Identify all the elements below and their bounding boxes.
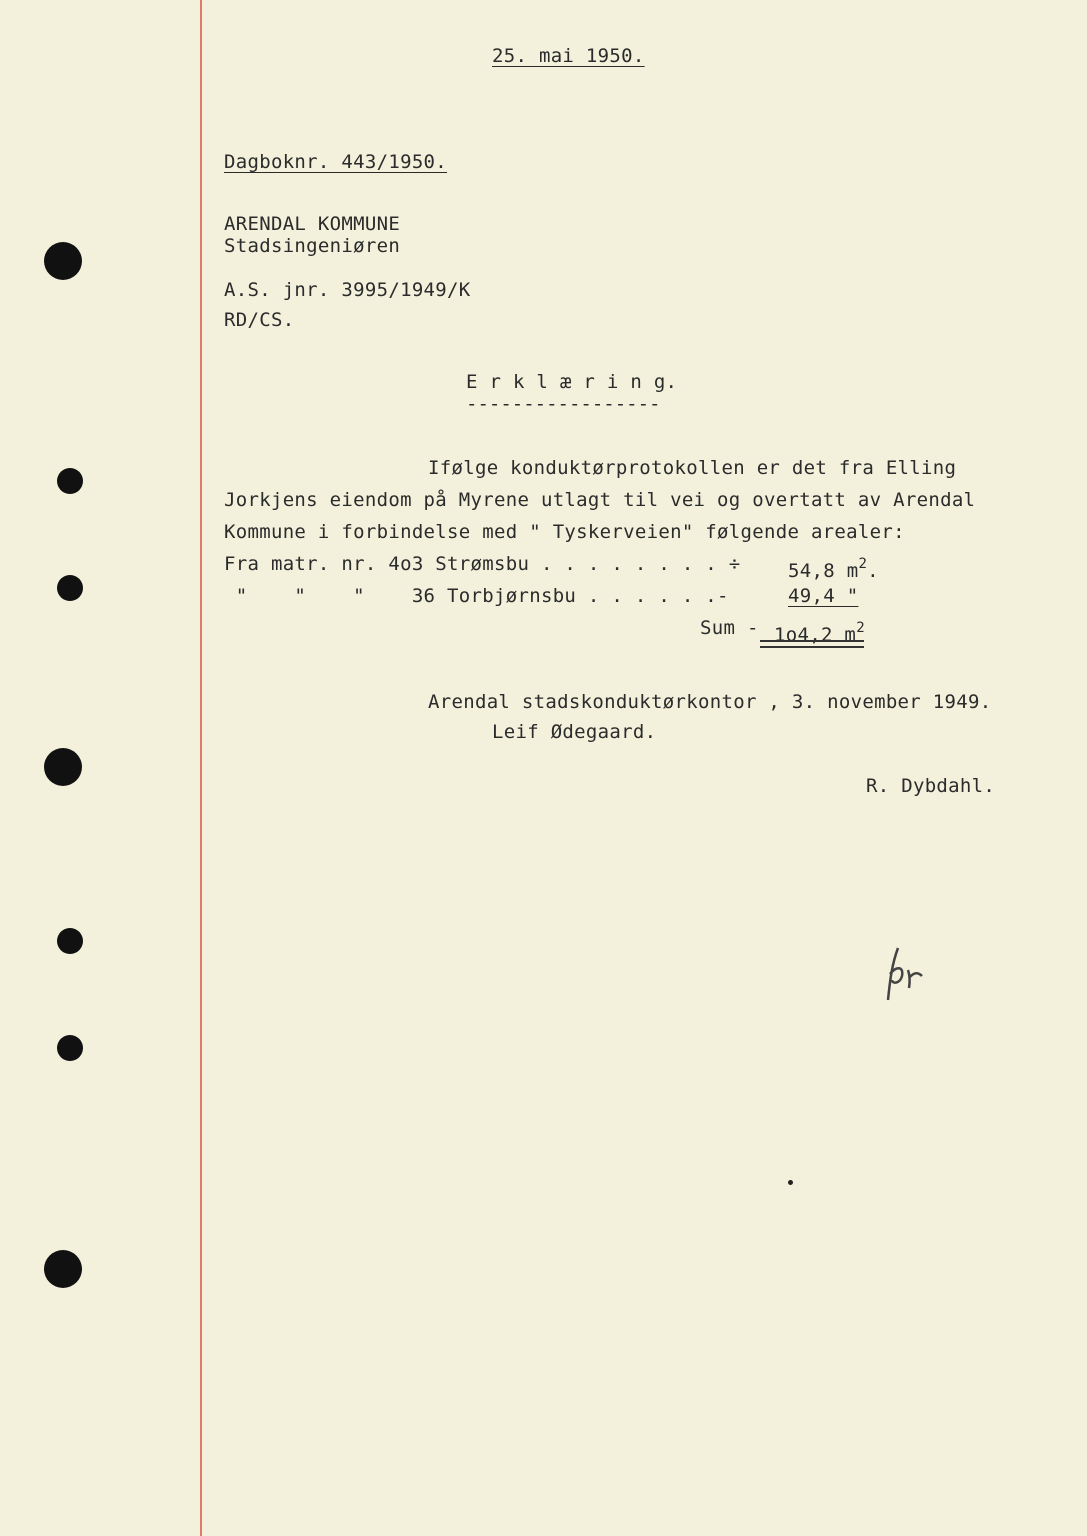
handwritten-initials (878, 930, 958, 1010)
body-line: Ifølge konduktørprotokollen er det fra Elling (428, 457, 957, 479)
area-end-mark: . (867, 560, 879, 582)
area-row-label: " " " 36 Torbjørnsbu . . . . . .- (224, 585, 729, 607)
punch-hole (44, 748, 82, 786)
document-title: E r k l æ r i n g. (466, 371, 678, 393)
closing-name: Leif Ødegaard. (492, 721, 657, 743)
sum-double-underline (760, 640, 864, 642)
body-line: Kommune i forbindelse med " Tyskerveien" følgende arealer: (224, 521, 905, 543)
punch-hole (57, 1035, 83, 1061)
red-margin-line (200, 0, 202, 1536)
sum-unit-exponent: 2 (856, 620, 865, 636)
body-line: Jorkjens eiendom på Myrene utlagt til vei og overtatt av Arendal (224, 489, 976, 511)
journal-number: Dagboknr. 443/1950. (224, 151, 448, 173)
sender-department: Stadsingeniøren (224, 235, 401, 257)
punch-hole (57, 928, 83, 954)
area-row-label: Fra matr. nr. 4o3 Strømsbu . . . . . . . . ÷ (224, 553, 741, 575)
punch-hole (57, 468, 83, 494)
title-underline: ----------------- (466, 393, 661, 415)
sum-amount: 1o4,2 m (774, 624, 857, 646)
sum-label: Sum - (700, 617, 759, 639)
punch-hole (44, 242, 82, 280)
ink-speck (788, 1180, 793, 1185)
closing-place-date: Arendal stadskonduktørkontor , 3. november 1949. (428, 691, 992, 713)
area-row-value (788, 552, 879, 583)
area-unit-exponent: 2 (858, 556, 868, 572)
document-date: 25. mai 1950. (492, 45, 645, 67)
area-row-value: 49,4 " (788, 585, 859, 607)
sender-organization: ARENDAL KOMMUNE (224, 213, 401, 235)
sum-value (774, 616, 865, 647)
punch-hole (57, 575, 83, 601)
sender-initials: RD/CS. (224, 309, 295, 331)
closing-name: R. Dybdahl. (866, 775, 996, 797)
area-value: 54,8 m (788, 560, 859, 582)
sum-double-underline (760, 646, 864, 648)
punch-hole (44, 1250, 82, 1288)
sender-reference: A.S. jnr. 3995/1949/K (224, 279, 471, 301)
